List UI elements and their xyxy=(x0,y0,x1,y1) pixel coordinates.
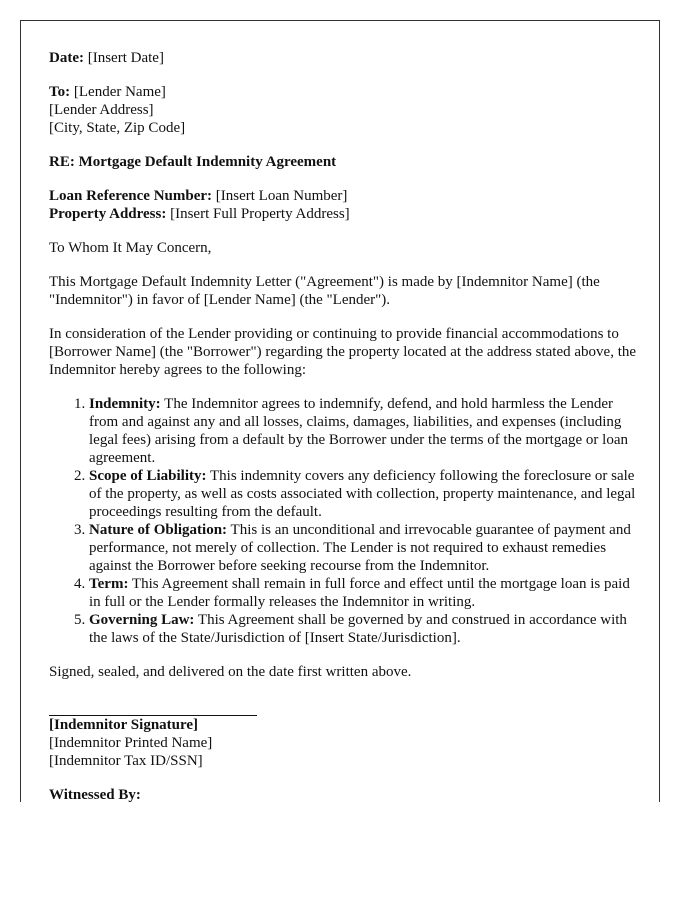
term-text: This Agreement shall be governed by and construed in accordance with the laws of the State/Jurisdiction of [Insert State/Jurisdiction]. xyxy=(89,612,627,646)
letter-page xyxy=(20,20,660,802)
term-text: The Indemnitor agrees to indemnify, defend, and hold harmless the Lender from and against any and all losses, claims, damages, liabilities, and expenses (including legal fees) arising from a default by the Borrower under the terms of the mortgage or loan agreement. xyxy=(89,396,628,466)
to-label: To: xyxy=(49,84,71,100)
printed-name: [Indemnitor Printed Name] xyxy=(49,735,213,751)
date-label: Date: xyxy=(49,50,84,66)
subject-text: RE: Mortgage Default Indemnity Agreement xyxy=(49,154,337,170)
term-item-scope-of-liability xyxy=(89,467,639,521)
property-address-label: Property Address: xyxy=(49,206,167,222)
date-value: [Insert Date] xyxy=(87,50,164,66)
witness-block xyxy=(49,786,639,802)
lender-address: [Lender Address] xyxy=(49,102,154,118)
term-text: This Agreement shall remain in full force and effect until the mortgage loan is paid in full or the Lender formally releases the Indemnitor in writing. xyxy=(89,576,630,610)
property-address-line xyxy=(49,205,639,223)
term-title: Nature of Obligation: xyxy=(89,522,228,538)
term-item-governing-law xyxy=(89,611,639,647)
property-address-value: [Insert Full Property Address] xyxy=(170,206,350,222)
term-item-term xyxy=(89,575,639,611)
lender-name: [Lender Name] xyxy=(73,84,166,100)
loan-reference-value: [Insert Loan Number] xyxy=(215,188,348,204)
loan-reference-label: Loan Reference Number: xyxy=(49,188,213,204)
lender-city-state-zip: [City, State, Zip Code] xyxy=(49,120,186,136)
term-title: Scope of Liability: xyxy=(89,468,207,484)
term-title: Term: xyxy=(89,576,129,592)
tax-id: [Indemnitor Tax ID/SSN] xyxy=(49,753,203,769)
subject-line xyxy=(49,153,639,171)
terms-list xyxy=(49,395,639,647)
term-item-nature-of-obligation xyxy=(89,521,639,575)
loan-reference-line xyxy=(49,187,639,205)
salutation: To Whom It May Concern, xyxy=(49,240,212,256)
closing-statement: Signed, sealed, and delivered on the date first written above. xyxy=(49,664,412,680)
term-text: This is an unconditional and irrevocable guarantee of payment and performance, not merely of collection. The Lender is not required to exhaust remedies against the Borrower before seeking recourse from the Indemnitor. xyxy=(89,522,631,574)
term-title: Governing Law: xyxy=(89,612,195,628)
signature-label: [Indemnitor Signature] xyxy=(49,717,199,733)
term-text: This indemnity covers any deficiency following the foreclosure or sale of the property, as well as costs associated with collection, property maintenance, and legal proceedings resulting from the default. xyxy=(89,468,636,520)
reference-block xyxy=(49,187,639,223)
witnessed-by-label: Witnessed By: xyxy=(49,787,141,802)
consideration-paragraph: In consideration of the Lender providing or continuing to provide financial accommodations to [Borrower Name] (the "Borrower") regarding the property located at the address stated above, the Indemnitor hereby agrees to the following: xyxy=(49,326,637,378)
intro-paragraph: This Mortgage Default Indemnity Letter ("Agreement") is made by [Indemnitor Name] (the "Indemnitor") in favor of [Lender Name] (the "Lender"). xyxy=(49,274,600,308)
date-line xyxy=(49,49,639,67)
letter-content xyxy=(49,49,639,802)
recipient-block xyxy=(49,83,639,137)
signature-block xyxy=(49,716,639,770)
term-title: Indemnity: xyxy=(89,396,161,412)
term-item-indemnity xyxy=(89,395,639,467)
recipient-name-line xyxy=(49,83,639,101)
